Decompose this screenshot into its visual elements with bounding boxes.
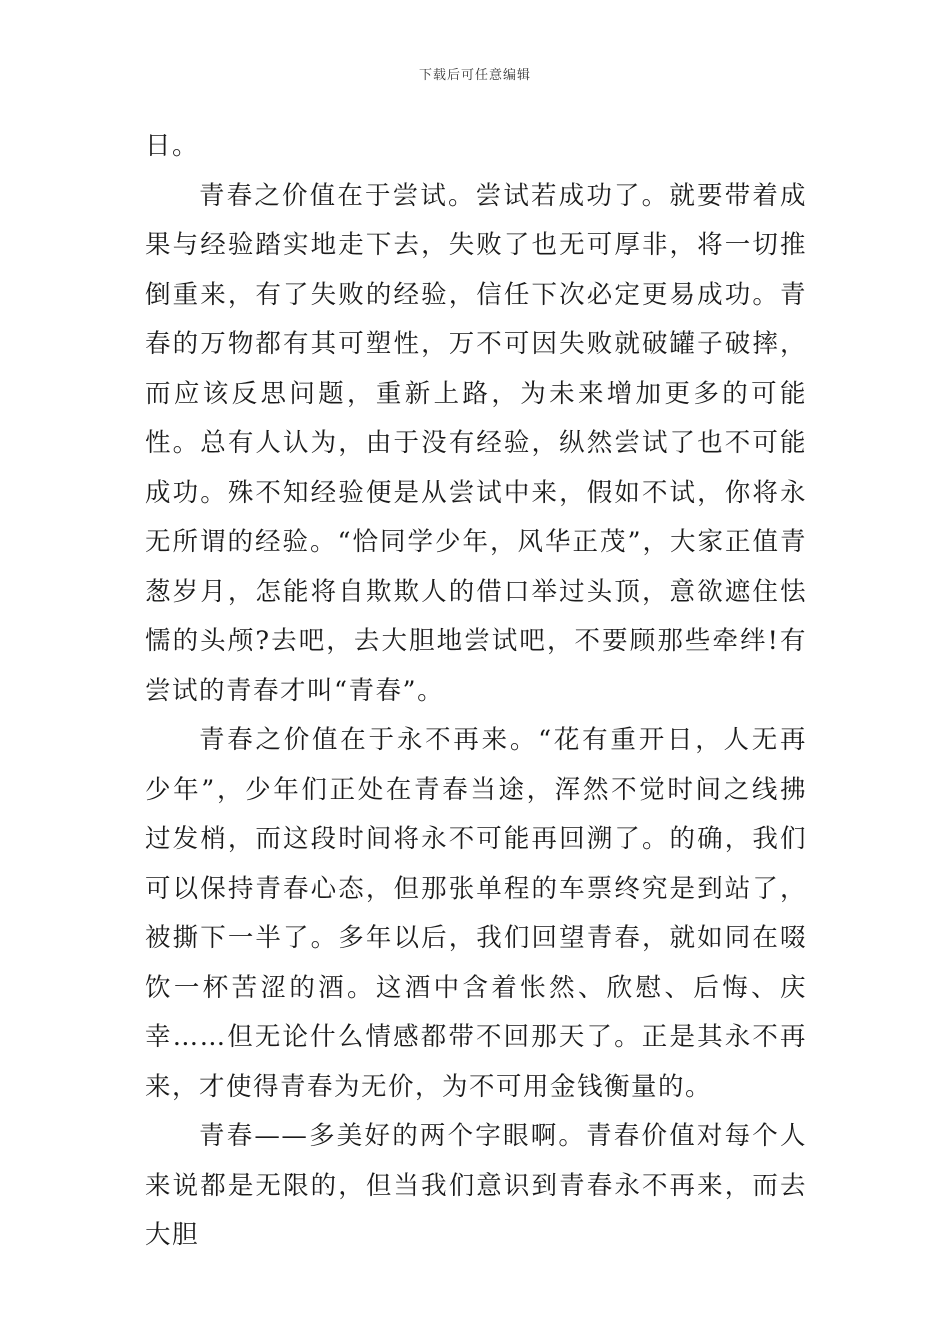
page-header: 下载后可任意编辑 [418,68,531,83]
document-body [145,122,807,1261]
paragraph-never-return: 青春之价值在于永不再来。“花有重开日，人无再少年”，少年们正处在青春当途，浑然不觉时间之线拂过发梢，而这段时间将永不可能再回溯了。的确，我们可以保持青春心态，但那张单程的车票终究是到站了，被撕下一半了。多年以后，我们回望青春，就如同在啜饮一杯苦涩的酒。这酒中含着怅然、欣慰、后悔、庆幸……但无论什么情感都带不回那天了。正是其永不再来，才使得青春为无价，为不可用金钱衡量的。 [145,725,807,1102]
paragraph-youth-beautiful: 青春——多美好的两个字眼啊。青春价值对每个人来说都是无限的，但当我们意识到青春永不再来，而去大胆 [145,1121,807,1250]
paragraph-trying: 青春之价值在于尝试。尝试若成功了。就要带着成果与经验踏实地走下去，失败了也无可厚非，将一切推倒重来，有了失败的经验，信任下次必定更易成功。青春的万物都有其可塑性，万不可因失败就破罐子破摔，而应该反思问题，重新上路，为未来增加更多的可能性。总有人认为，由于没有经验，纵然尝试了也不可能成功。殊不知经验便是从尝试中来，假如不试，你将永无所谓的经验。“恰同学少年，风华正茂”，大家正值青葱岁月，怎能将自欺欺人的借口举过头顶，意欲遮住怯懦的头颅?去吧，去大胆地尝试吧，不要顾那些牵绊!有尝试的青春才叫“青春”。 [145,180,807,706]
paragraph-continuation: 日。 [145,131,200,161]
